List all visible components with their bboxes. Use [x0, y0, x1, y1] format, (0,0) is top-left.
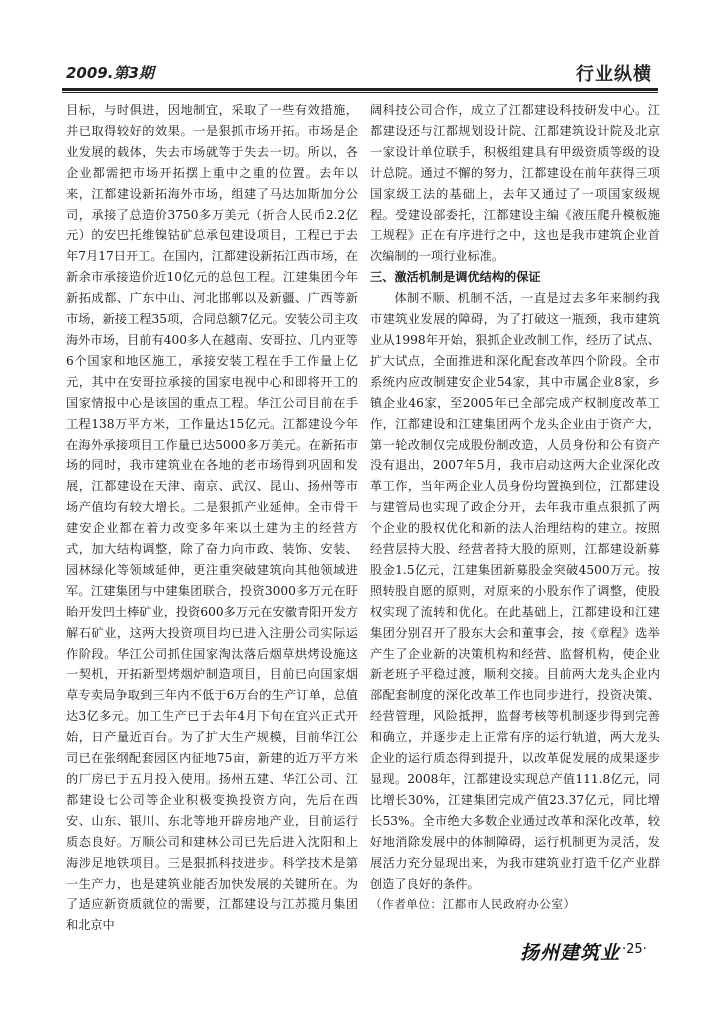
right-paragraph-2: 体制不顺、机制不活，一直是过去多年来制约我市建筑业发展的障碍，为了打破这一瓶颈，我市建筑业从1998年开始，狠抓企业改制工作，经历了试点、扩大试点，全面推进和深化配套改革四个阶段。全市系统内应改制建安企业54家，其中市属企业8家，乡镇企业46家，至2005年已全部完成产权制度改革工作，江都建设和江建集团两个龙头企业由于资产大，第一轮改制仅完成股份制改造，人员身份和公有资产没有退出，2007年5月，我市启动这两大企业深化改革工作，当年两企业人员身份均置换到位，江都建设与建管局也实现了政企分开，去年我市重点狠抓了两个企业的股权优化和新的法人治理结构的建立。按照经营层持大股、经营者持大股的原则，江都建设新募股金1.5亿元，江建集团新募股金突破4500万元。按照转股自愿的原则，对原来的小股东作了调整，使股权实现了流转和优化。在此基础上，江都建设和江建集团分别召开了股东大会和董事会，按《章程》选举产生了企业新的决策机构和经营、监督机构，使企业新老班子平稳过渡，顺利交接。目前两大龙头企业内部配套制度的深化改革工作也同步进行，投资决策、经营管理，风险抵押，监督考核等机制逐步得到完善和确立，并逐步走上正常有序的运行轨道，两大龙头企业的运行质态得到提升，以改革促发展的成果逐步显现。2008年，江都建设实现总产值111.8亿元，同比增长30%，江建集团完成产值23.37亿元，同比增长53%。全市绝大多数企业通过改革和深化改革，较好地消除发展中的体制障碍，运行机制更为灵活，发展活力充分显现出来，为我市建筑业打造千亿产业群创造了良好的条件。 [370, 291, 660, 891]
right-paragraph-1: 阔科技公司合作，成立了江都建设科技研发中心。江都建设还与江都规划设计院、江都建筑设计院及北京一家设计单位联手，积极组建具有甲级资质等级的设计总院。通过不懈的努力，江都建设在前年获得三项国家级工法的基础上，去年又通过了一项国家级规程。受建设部委托，江都建设主编《液压爬升模板施工规程》正在有序进行之中，这也是我市建筑企业首次编制的一项行业标准。 [370, 103, 660, 264]
author-affiliation: （作者单位：江都市人民政府办公室） [370, 897, 576, 912]
section-subheading: 三、激活机制是调优结构的保证 [370, 270, 541, 285]
magazine-logo: 扬州建筑业 [520, 942, 621, 964]
running-header [62, 60, 658, 86]
left-column [66, 100, 358, 936]
page-number: ·25· [622, 942, 647, 957]
left-paragraph: 目标，与时俱进，因地制宜，采取了一些有效措施，并已取得较好的效果。一是狠抓市场开拓。市场是企业发展的载体，失去市场就等于失去一切。所以，各企业都需把市场开拓摆上重中之重的位置。去年以来，江都建设新拓海外市场，组建了马达加斯加分公司，承接了总造价3750多万美元（折合人民币2.2亿元）的安巴托维镍钴矿总承包建设项目，工程已于去年7月17日开工。在国内，江都建设新拓江西市场，在新余市承接造价近10亿元的总包工程。江建集团今年新拓成都、广东中山、河北邯郸以及新疆、广西等新市场，新接工程35项，合同总额7亿元。安装公司主攻海外市场，目前有400多人在越南、安哥拉、几内亚等6个国家和地区施工，承接安装工程在手工作量上亿元，其中在安哥拉承接的国家电视中心和即将开工的国家情报中心是该国的重点工程。华江公司目前在手工程138万平方米，工作量达15亿元。江都建设今年在海外承接项目工作量已达5000多万美元。在新拓市场的同时，我市建筑业在各地的老市场得到巩固和发展，江都建设在天津、南京、武汉、昆山、扬州等市场产值均有较大增长。二是狠抓产业延伸。全市骨干建安企业都在着力改变多年来以土建为主的经营方式，加大结构调整，除了奋力向市政、装饰、安装、园林绿化等领域延伸，更注重突破建筑向其他领域进军。江建集团与中建集团联合，投资3000多万元在盱眙开发凹土棒矿业，投资600多万元在安徽青阳开发方解石矿业，这两大投资项目均已进入注册公司实际运作阶段。华江公司抓住国家淘汰落后烟草烘烤设施这一契机，开拓新型烤烟炉制造项目，目前已向国家烟草专卖局争取到三年内不低于6万台的生产订单，总值达3亿多元。加工生产已于去年4月下旬在宜兴正式开始，日产量近百台。为了扩大生产规模，目前华江公司已在张纲配套园区内征地75亩，新建的近万平方米的厂房已于五月投入使用。扬州五建、华江公司、江都建设七公司等企业积极变换投资方向，先后在西安、山东、银川、东北等地开辟房地产业，目前运行质态良好。万顺公司和建林公司已先后进入沈阳和上海涉足地铁项目。三是狠抓科技进步。科学技术是第一生产力，也是建筑业能否加快发展的关键所在。为了适应新资质就位的需要，江都建设与江苏揽月集团和北京中 [66, 103, 358, 933]
issue-label: 2009.第3期 [66, 64, 154, 82]
section-title: 行业纵横 [576, 64, 652, 85]
right-column [370, 100, 660, 915]
header-rule [62, 88, 658, 91]
header-rule-thin [62, 92, 658, 93]
